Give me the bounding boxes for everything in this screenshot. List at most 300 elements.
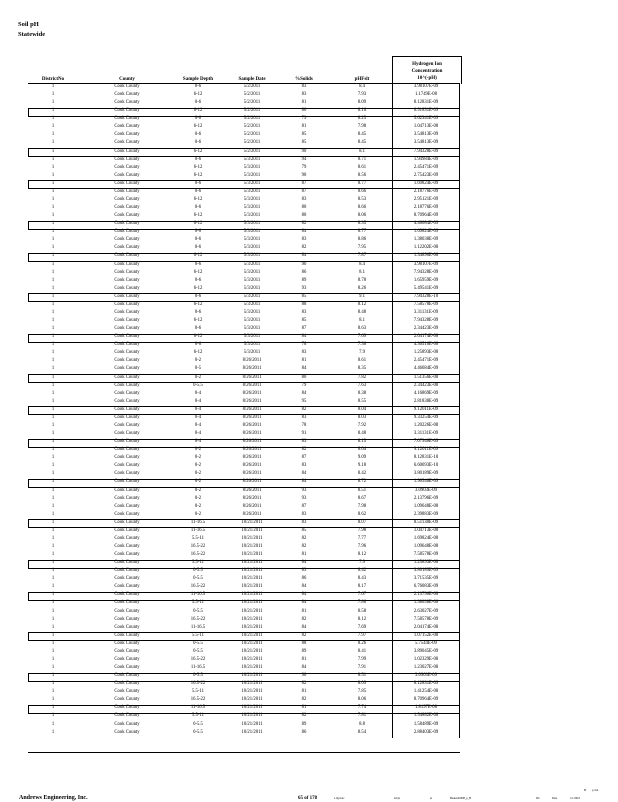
county-cell: Cook County [114, 656, 140, 662]
date-cell: 10/21/2011 [241, 535, 263, 541]
county-cell: Cook County [114, 366, 140, 372]
district-cell: 1 [51, 640, 55, 646]
district-cell: 1 [51, 681, 55, 687]
county-cell: Cook County [114, 221, 140, 227]
ph-cell: 8.8 [359, 721, 365, 727]
ph-cell: 8.26 [357, 640, 367, 646]
county-cell: Cook County [114, 422, 140, 428]
hion-cell: 1.38038E-08 [413, 600, 439, 606]
district-cell: 1 [51, 277, 55, 283]
depth-cell: 0-6 [194, 132, 202, 138]
col-header-hion-1: Hydrogen Ion [412, 62, 442, 67]
district-cell: 1 [51, 624, 55, 630]
county-cell: Cook County [114, 229, 140, 235]
depth-cell: 6-12 [193, 334, 203, 340]
table-row [0, 713, 618, 719]
hion-cell: 2.13796E-08 [413, 592, 439, 598]
hion-cell: 6.91831E-09 [413, 108, 439, 114]
hion-cell: 1.04713E-08 [413, 527, 439, 533]
table-row [0, 455, 618, 461]
hion-cell: 1.65959E-09 [413, 277, 439, 283]
depth-cell: 0-2 [194, 447, 202, 453]
district-cell: 1 [51, 148, 55, 154]
hion-cell-border [392, 504, 460, 512]
county-cell: Cook County [114, 269, 140, 275]
hion-cell-border [392, 383, 460, 391]
date-cell: 5/3/2011 [243, 221, 261, 227]
hion-cell: 7.58578E-09 [413, 301, 439, 307]
hion-cell-border [392, 84, 460, 92]
district-cell: 1 [51, 180, 55, 186]
ph-cell: 8.42 [357, 471, 367, 477]
ph-cell: 8.48 [357, 431, 367, 436]
hion-cell: 8.12831E-09 [413, 681, 439, 687]
solids-cell: 80 [301, 374, 307, 380]
date-cell: 10/21/2011 [241, 600, 263, 606]
solids-cell: 83 [301, 84, 307, 89]
hion-cell: 2.95121E-09 [413, 196, 439, 202]
depth-cell: 5.5-11 [192, 713, 204, 719]
solids-cell: 81 [301, 552, 307, 558]
county-cell: Cook County [114, 285, 140, 291]
county-cell: Cook County [114, 552, 140, 558]
hion-cell-border [392, 665, 460, 673]
depth-cell: 0-4 [194, 414, 202, 420]
county-cell: Cook County [114, 406, 140, 412]
table-row [0, 649, 618, 655]
ph-cell: 7.91 [357, 665, 367, 671]
hion-cell-border [392, 455, 460, 463]
hion-cell-border [392, 560, 460, 568]
depth-cell: 0-6 [194, 237, 202, 243]
county-cell: Cook County [114, 100, 140, 106]
county-cell: Cook County [114, 188, 140, 194]
table-row [0, 213, 618, 219]
hion-cell-border [392, 705, 460, 713]
solids-cell: 81 [301, 100, 307, 106]
depth-cell: 0-4 [194, 439, 202, 445]
col-header-district: DistrictNo [41, 77, 65, 82]
date-cell: 5/2/2011 [243, 132, 261, 138]
table-row [0, 358, 618, 364]
county-cell: Cook County [114, 681, 140, 687]
solids-cell: 89 [301, 277, 307, 283]
district-cell: 1 [51, 535, 55, 541]
hion-cell: 3.80189E-09 [413, 471, 439, 477]
table-row [0, 584, 618, 590]
hion-cell-border [392, 576, 460, 584]
solids-cell: 87 [301, 503, 307, 509]
table-row [0, 270, 618, 276]
hion-cell: 1.41254E-08 [413, 689, 439, 695]
ph-cell: 7.93 [357, 92, 367, 98]
ph-cell: 7.69 [357, 334, 367, 340]
solids-cell: 82 [301, 245, 307, 251]
date-cell: 5/3/2011 [243, 196, 261, 202]
county-cell: Cook County [114, 277, 140, 283]
date-cell: 8/26/2011 [242, 382, 262, 388]
depth-cell: 16.5-22 [190, 656, 206, 662]
hion-cell: 7.94328E-09 [413, 269, 439, 275]
hion-cell-border [392, 326, 460, 334]
date-cell: 5/3/2011 [243, 164, 261, 170]
ph-cell: 8.71 [357, 156, 367, 162]
county-cell: Cook County [114, 665, 140, 671]
hion-cell: 1.38038E-09 [413, 237, 439, 243]
ph-cell: 8.66 [357, 188, 367, 194]
depth-cell: 6-12 [193, 269, 203, 275]
footer-meta-5: Db [536, 797, 540, 800]
table-row [0, 512, 618, 518]
county-cell: Cook County [114, 624, 140, 630]
solids-cell: 83 [301, 414, 307, 420]
hion-cell-border [392, 641, 460, 649]
footer-meta-1: a bgcsoic [334, 797, 345, 800]
ph-cell: 8.51 [357, 487, 367, 493]
depth-cell: 0-6 [194, 205, 202, 211]
depth-cell: 0-2 [194, 511, 202, 517]
district-cell: 1 [51, 487, 55, 493]
ph-cell: 9.18 [357, 463, 367, 469]
hion-cell: 1.09648E-08 [413, 503, 439, 509]
ph-cell: 8.67 [357, 495, 367, 501]
date-cell: 8/26/2011 [242, 455, 262, 461]
hion-cell-border [392, 431, 460, 439]
district-cell: 1 [51, 301, 55, 307]
hion-cell-border [392, 197, 460, 205]
solids-cell: 95 [301, 398, 307, 404]
county-cell: Cook County [114, 705, 140, 711]
table-row [0, 294, 618, 300]
hion-cell-border [392, 140, 460, 148]
hion-cell: 1.51356E-08 [413, 374, 439, 380]
ph-cell: 8.41 [357, 648, 367, 654]
district-cell: 1 [51, 656, 55, 662]
solids-cell: 80 [301, 205, 307, 211]
ph-cell: 8.06 [357, 213, 367, 219]
district-cell: 1 [51, 309, 55, 315]
hion-cell: 8.12831E-10 [413, 455, 439, 461]
date-cell: 5/2/2011 [243, 100, 261, 106]
hion-cell: 2.18776E-09 [413, 188, 439, 194]
depth-cell: 0-5.5 [193, 568, 203, 574]
footer-company: Andrews Engineering, Inc. [19, 795, 88, 801]
district-cell: 1 [51, 447, 55, 453]
hion-cell: 7.94328E-09 [413, 318, 439, 324]
depth-cell: 0-4 [194, 431, 202, 436]
district-cell: 1 [51, 463, 55, 469]
solids-cell: 83 [301, 463, 307, 469]
table-row [0, 689, 618, 695]
solids-cell: 83 [301, 511, 307, 517]
table-row [0, 447, 618, 453]
table-row [0, 108, 618, 114]
date-cell: 8/26/2011 [242, 479, 262, 485]
table-row [0, 197, 618, 203]
solids-cell: 90 [301, 172, 307, 178]
table-row [0, 407, 618, 413]
ph-cell: 8.12 [357, 616, 367, 622]
date-cell: 8/26/2011 [242, 471, 262, 477]
hion-cell-border [392, 334, 460, 342]
district-cell: 1 [51, 261, 55, 267]
hion-cell: 1.69824E-09 [413, 229, 439, 235]
solids-cell: 78 [301, 422, 307, 428]
hion-cell: 2.04174E-08 [413, 334, 439, 340]
footer-meta-2: lobys [394, 797, 401, 800]
depth-cell: 0-4 [194, 422, 202, 428]
district-cell: 1 [51, 132, 55, 138]
depth-cell: 0-2 [194, 471, 202, 477]
county-cell: Cook County [114, 689, 140, 695]
solids-cell: 83 [301, 92, 307, 98]
hion-cell: 2.34423E-09 [413, 326, 439, 332]
date-cell: 10/21/2011 [241, 640, 263, 646]
depth-cell: 6-12 [193, 318, 203, 324]
ph-cell: 8.35 [357, 366, 367, 372]
table-row [0, 471, 618, 477]
district-cell: 1 [51, 713, 55, 719]
county-cell: Cook County [114, 398, 140, 404]
date-cell: 10/21/2011 [241, 697, 263, 703]
ph-cell: 8.45 [357, 132, 367, 138]
district-cell: 1 [51, 439, 55, 445]
district-cell: 1 [51, 592, 55, 598]
hion-cell: 1.07152E-08 [413, 632, 439, 638]
hion-cell-border [392, 358, 460, 366]
county-cell: Cook County [114, 535, 140, 541]
hion-cell-border [392, 213, 460, 221]
hion-cell-border [392, 181, 460, 189]
solids-cell: 82 [301, 447, 307, 453]
depth-cell: 0-6 [194, 245, 202, 251]
table-row [0, 391, 618, 397]
solids-cell: 94 [301, 156, 307, 162]
depth-cell: 6-12 [193, 108, 203, 114]
depth-cell: 0-5.5 [193, 608, 203, 614]
hion-cell-border [392, 592, 460, 600]
hion-cell-border [392, 722, 460, 730]
hion-cell-border [392, 100, 460, 108]
hion-cell-border [392, 286, 460, 294]
hion-cell: 3.98107E-09 [413, 84, 439, 89]
footer-meta-8: B [584, 788, 587, 792]
hion-cell: 2.81838E-09 [413, 398, 439, 404]
hion-cell: 1.34896E-08 [413, 253, 439, 259]
hion-cell: 8.70964E-09 [413, 697, 439, 703]
county-cell: Cook County [114, 495, 140, 501]
hion-cell-border [392, 568, 460, 576]
date-cell: 5/3/2011 [243, 213, 261, 219]
date-cell: 8/26/2011 [242, 358, 262, 364]
county-cell: Cook County [114, 414, 140, 420]
hion-cell: 7.07946E-09 [413, 439, 439, 445]
table-row [0, 439, 618, 445]
footer-meta-7: 1/1/2016 [570, 797, 580, 800]
date-cell: 5/2/2011 [243, 84, 261, 89]
depth-cell: 0-2 [194, 503, 202, 509]
hion-cell: 1.02329E-08 [413, 656, 439, 662]
ph-cell: 7.86 [357, 600, 367, 606]
date-cell: 5/3/2011 [243, 188, 261, 194]
county-cell: Cook County [114, 673, 140, 679]
district-cell: 1 [51, 519, 55, 525]
district-cell: 1 [51, 334, 55, 340]
hion-cell: 1.25893E-08 [413, 350, 439, 356]
solids-cell: 85 [301, 132, 307, 138]
depth-cell: 0-6 [194, 277, 202, 283]
district-cell: 1 [51, 543, 55, 549]
district-cell: 1 [51, 552, 55, 558]
date-cell: 8/26/2011 [242, 390, 262, 396]
table-row [0, 149, 618, 155]
county-cell: Cook County [114, 455, 140, 461]
depth-cell: 11-16.5 [190, 527, 206, 533]
hion-cell-border [392, 528, 460, 536]
date-cell: 10/21/2011 [241, 560, 263, 566]
hion-cell-border [392, 92, 460, 100]
footer-meta-9: p Jan [592, 788, 599, 792]
solids-cell: 82 [301, 543, 307, 549]
solids-cell: 89 [301, 648, 307, 654]
depth-cell: 0-6 [194, 342, 202, 348]
table-row [0, 528, 618, 534]
ph-cell: 7.74 [357, 705, 367, 711]
district-cell: 1 [51, 326, 55, 332]
ph-cell: 8.51 [357, 673, 367, 679]
depth-cell: 11-16.5 [190, 624, 206, 630]
solids-cell: 82 [301, 406, 307, 412]
depth-cell: 6-12 [193, 196, 203, 202]
date-cell: 10/21/2011 [241, 665, 263, 671]
solids-cell: 88 [301, 301, 307, 307]
hion-cell: 2.13796E-09 [413, 495, 439, 501]
hion-cell: 3.0903E-09 [414, 487, 437, 493]
table-row [0, 116, 618, 122]
ph-cell: 8.07 [357, 519, 367, 525]
district-cell: 1 [51, 673, 55, 679]
solids-cell: 82 [301, 535, 307, 541]
table-row [0, 633, 618, 639]
county-cell: Cook County [114, 301, 140, 307]
date-cell: 8/26/2011 [242, 503, 262, 509]
county-cell: Cook County [114, 164, 140, 170]
county-cell: Cook County [114, 309, 140, 315]
county-cell: Cook County [114, 132, 140, 138]
county-cell: Cook County [114, 519, 140, 525]
ph-cell: 8.45 [357, 140, 367, 146]
date-cell: 10/21/2011 [241, 632, 263, 638]
hion-cell: 1.69824E-08 [413, 535, 439, 541]
solids-cell: 87 [301, 188, 307, 194]
table-row [0, 705, 618, 711]
county-cell: Cook County [114, 334, 140, 340]
district-cell: 1 [51, 92, 55, 98]
date-cell: 5/3/2011 [243, 253, 261, 259]
date-cell: 10/21/2011 [241, 689, 263, 695]
ph-cell: 8.1 [359, 269, 365, 275]
ph-cell: 7.36 [357, 342, 367, 348]
date-cell: 5/3/2011 [243, 237, 261, 243]
solids-cell: 81 [301, 608, 307, 614]
depth-cell: 16.5-22 [190, 584, 206, 590]
county-cell: Cook County [114, 479, 140, 485]
district-cell: 1 [51, 479, 55, 485]
table-row [0, 237, 618, 243]
county-cell: Cook County [114, 261, 140, 267]
solids-cell: 84 [301, 624, 307, 630]
district-cell: 1 [51, 229, 55, 235]
solids-cell: 86 [301, 269, 307, 275]
ph-cell: 8.26 [357, 285, 367, 291]
hion-cell-border [392, 116, 460, 124]
hion-cell: 5.49541E-09 [413, 285, 439, 291]
district-cell: 1 [51, 221, 55, 227]
ph-cell: 8.55 [357, 398, 367, 404]
table-row [0, 681, 618, 687]
table-row [0, 673, 618, 679]
hion-cell-border [392, 278, 460, 286]
table-row [0, 221, 618, 227]
table-row [0, 229, 618, 235]
hion-cell-border [392, 229, 460, 237]
ph-cell: 7.96 [357, 543, 367, 549]
table-row [0, 100, 618, 106]
hion-cell-border [392, 657, 460, 665]
solids-cell: 90 [301, 673, 307, 679]
county-cell: Cook County [114, 245, 140, 251]
solids-cell: 91 [301, 431, 307, 436]
county-cell: Cook County [114, 374, 140, 380]
table-row [0, 463, 618, 469]
ph-cell: 7.95 [357, 245, 367, 251]
date-cell: 10/21/2011 [241, 592, 263, 598]
depth-cell: 0-4 [194, 398, 202, 404]
district-cell: 1 [51, 366, 55, 372]
depth-cell: 0-5 [194, 366, 202, 372]
district-cell: 1 [51, 721, 55, 727]
solids-cell: 90 [301, 261, 307, 267]
county-cell: Cook County [114, 205, 140, 211]
table-row [0, 318, 618, 324]
county-cell: Cook County [114, 326, 140, 332]
hion-cell: 1.23027E-08 [413, 665, 439, 671]
county-cell: Cook County [114, 713, 140, 719]
depth-cell: 0-6 [194, 116, 202, 122]
hion-cell: 1.04713E-08 [413, 124, 439, 130]
district-cell: 1 [51, 568, 55, 574]
ph-cell: 8.86 [357, 237, 367, 243]
county-cell: Cook County [114, 382, 140, 388]
hion-cell: 2.45471E-09 [413, 164, 439, 170]
district-cell: 1 [51, 665, 55, 671]
district-cell: 1 [51, 729, 55, 735]
hion-cell-border [392, 399, 460, 407]
district-cell: 1 [51, 237, 55, 243]
ph-cell: 7.63 [357, 382, 367, 388]
hion-cell-border [392, 124, 460, 132]
district-cell: 1 [51, 689, 55, 695]
depth-cell: 0-6 [194, 293, 202, 299]
hion-cell-border [392, 520, 460, 528]
date-cell: 5/2/2011 [243, 148, 261, 154]
date-cell: 8/26/2011 [242, 447, 262, 453]
depth-cell: 16.5-22 [190, 681, 206, 687]
ph-cell: 8.09 [357, 100, 367, 106]
hion-cell-border [392, 415, 460, 423]
hion-cell: 1.54882E-08 [413, 713, 439, 719]
district-cell: 1 [51, 511, 55, 517]
